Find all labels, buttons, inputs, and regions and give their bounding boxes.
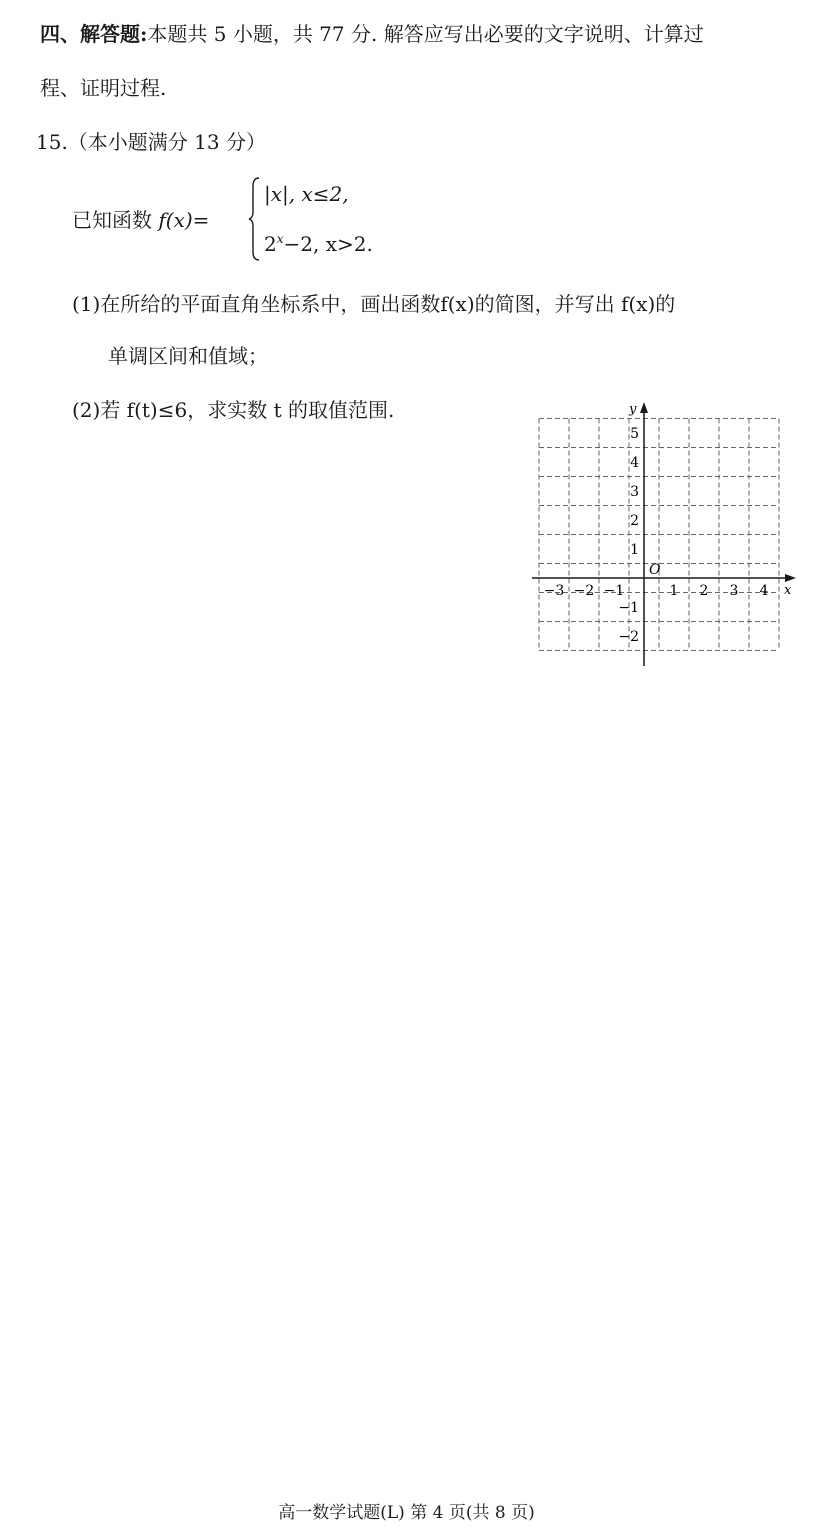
piecewise-function	[72, 176, 432, 266]
function-lead	[72, 204, 209, 233]
section-heading: 四、解答题:	[40, 22, 148, 46]
x-tick-labels	[544, 583, 769, 599]
y-tick-label: 2	[630, 513, 639, 529]
x-tick-label: −2	[573, 583, 595, 599]
x-axis-arrow-icon	[785, 574, 796, 582]
y-tick-label: 3	[630, 484, 639, 500]
case2-exponent: x	[276, 232, 284, 246]
y-axis-label: y	[629, 402, 637, 417]
y-axis-arrow-icon	[640, 402, 648, 413]
origin-label: O	[649, 562, 661, 578]
x-tick-label: 2	[699, 583, 709, 599]
case2-base: 2	[264, 232, 277, 256]
part2-line: (2)若 f(t)≤6，求实数 t 的取值范围.	[72, 398, 395, 422]
section-intro-line2: 程、证明过程.	[40, 76, 167, 100]
part1-line2: 单调区间和值域；	[108, 344, 268, 368]
grid-lines	[539, 419, 779, 651]
x-tick-label: 1	[669, 583, 679, 599]
left-brace-icon	[248, 176, 260, 262]
x-tick-label: −1	[603, 583, 625, 599]
y-tick-label: 4	[630, 455, 639, 471]
function-name: f(x)=	[158, 208, 210, 232]
x-axis-label: x	[784, 583, 792, 598]
case2-rest: −2, x>2.	[283, 232, 373, 256]
y-tick-label: 1	[630, 542, 639, 558]
y-tick-label: −1	[618, 600, 639, 616]
section-intro-text: 本题共 5 小题，共 77 分. 解答应写出必要的文字说明、计算过	[147, 22, 704, 46]
y-tick-label: −2	[618, 629, 639, 645]
coordinate-grid	[530, 396, 800, 671]
x-tick-label: −3	[543, 583, 565, 599]
page-footer: 高一数学试题(L) 第 4 页(共 8 页)	[278, 1503, 535, 1523]
function-lead-text: 已知函数	[72, 208, 159, 232]
part1-line1: (1)在所给的平面直角坐标系中，画出函数f(x)的简图，并写出 f(x)的	[72, 292, 676, 316]
x-tick-label: 3	[729, 583, 739, 599]
question-number: 15.（本小题满分 13 分）	[36, 130, 266, 154]
x-tick-label: 4	[759, 583, 769, 599]
function-case-2	[264, 232, 373, 256]
y-tick-label: 5	[630, 426, 639, 442]
section-intro-line1	[40, 18, 704, 47]
function-case-1: |x|, x≤2,	[264, 182, 349, 206]
